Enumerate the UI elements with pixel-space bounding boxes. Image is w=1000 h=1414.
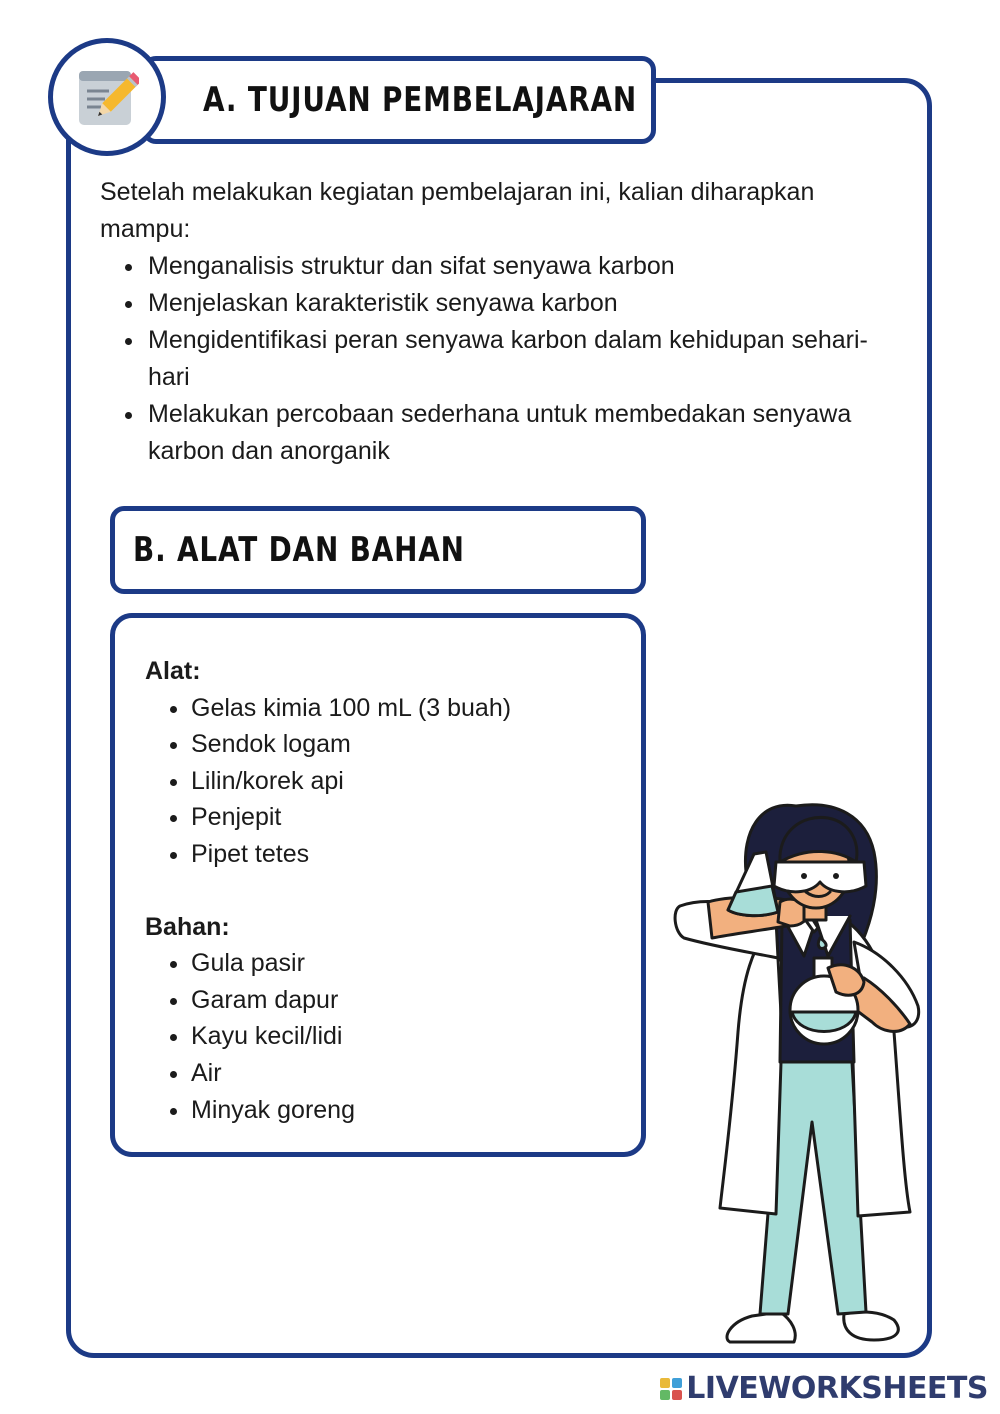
goal-item: • Menganalisis struktur dan sifat senyawa karbon — [146, 248, 890, 285]
goal-item: • Menjelaskan karakteristik senyawa karbon — [146, 285, 890, 322]
bahan-item: • Air — [191, 1055, 641, 1092]
goal-item: • Melakukan percobaan sederhana untuk membedakan senyawa karbon dan anorganik — [146, 396, 890, 470]
title-icon-circle — [48, 38, 166, 156]
logo-text: LIVEWORKSHEETS — [686, 1371, 988, 1406]
bahan-label: Bahan: — [145, 912, 230, 941]
alat-item: • Sendok logam — [191, 726, 641, 763]
alat-list — [145, 690, 641, 873]
section-b-title: B. ALAT DAN BAHAN — [133, 530, 465, 570]
liveworksheets-mark-icon — [660, 1378, 682, 1400]
materials-box — [110, 613, 646, 1157]
alat-item: • Penjepit — [191, 799, 641, 836]
alat-label: Alat: — [145, 657, 201, 685]
bahan-item: • Minyak goreng — [191, 1092, 641, 1129]
alat-item: • Lilin/korek api — [191, 763, 641, 800]
alat-item: • Pipet tetes — [191, 836, 641, 873]
goal-item: • Mengidentifikasi peran senyawa karbon dalam kehidupan sehari-hari — [146, 322, 890, 396]
section-a-title-box — [142, 56, 656, 144]
intro-text: Setelah melakukan kegiatan pembelajaran ini, kalian diharapkan mampu: — [100, 178, 815, 243]
bahan-item: • Kayu kecil/lidi — [191, 1018, 641, 1055]
alat-item: • Gelas kimia 100 mL (3 buah) — [191, 690, 641, 727]
bahan-item: • Gula pasir — [191, 945, 641, 982]
learning-objectives — [100, 174, 890, 470]
bahan-list — [145, 945, 641, 1128]
section-b-title-box — [110, 506, 646, 594]
liveworksheets-logo — [660, 1371, 988, 1406]
scientist-girl-illustration — [668, 792, 930, 1352]
pencil-notepad-icon — [75, 65, 139, 129]
goals-list — [100, 248, 890, 470]
section-a-title: A. TUJUAN PEMBELAJARAN — [203, 80, 638, 120]
bahan-item: • Garam dapur — [191, 982, 641, 1019]
